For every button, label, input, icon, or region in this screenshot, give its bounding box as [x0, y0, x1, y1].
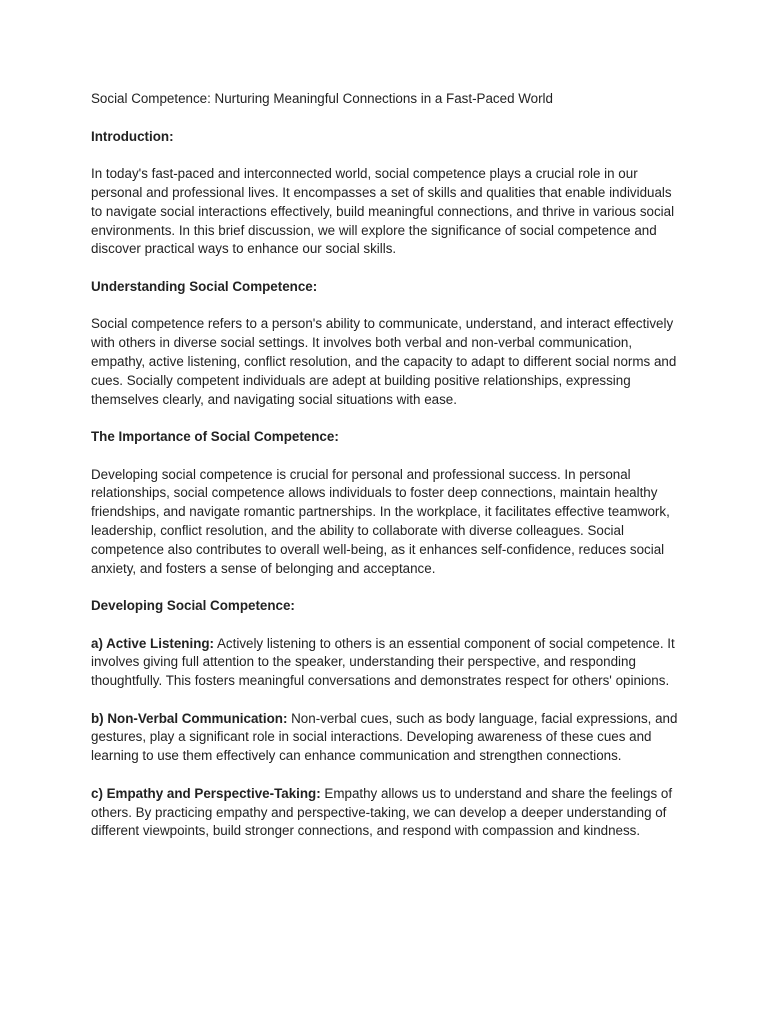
document-title: Social Competence: Nurturing Meaningful Connections in a Fast-Paced World — [91, 91, 553, 106]
introduction-heading: Introduction: — [91, 128, 174, 144]
active-listening-label: a) Active Listening: — [91, 635, 215, 651]
empathy-text: Empathy allows us to understand and share the feelings of others. By practicing empathy and perspective-taking, we can develop a deeper understanding of different viewpoints, build stronger connections, and respond with compassion and kindness. — [91, 785, 673, 839]
empathy-label: c) Empathy and Perspective-Taking: — [91, 785, 321, 801]
document-page — [91, 90, 681, 860]
introduction-paragraph: In today's fast-paced and interconnected world, social competence plays a crucial role in our personal and professional lives. It encompasses a set of skills and qualities that enable individuals to navigate social interactions effectively, build meaningful connections, and thrive in various social environments. In this brief discussion, we will explore the significance of social competence and discover practical ways to enhance our social skills. — [91, 166, 675, 257]
developing-heading: Developing Social Competence: — [91, 598, 295, 614]
non-verbal-communication-label: b) Non-Verbal Communication: — [91, 710, 288, 726]
non-verbal-communication-text: Non-verbal cues, such as body language, facial expressions, and gestures, play a significant role in social interactions. Developing awareness of these cues and learning to use them effectively can enhance communication and strengthen connections. — [91, 710, 678, 764]
non-verbal-communication-item — [91, 710, 681, 766]
importance-heading: The Importance of Social Competence: — [91, 429, 339, 445]
active-listening-item — [91, 635, 681, 691]
understanding-paragraph: Social competence refers to a person's ability to communicate, understand, and interact effectively with others in diverse social settings. It involves both verbal and non-verbal communication, empathy, active listening, conflict resolution, and the capacity to adapt to different social norms and cues. Socially competent individuals are adept at building positive relationships, expressing themselves clearly, and navigating social situations with ease. — [91, 316, 677, 407]
understanding-heading: Understanding Social Competence: — [91, 278, 318, 294]
active-listening-text: Actively listening to others is an essential component of social competence. It involves giving full attention to the speaker, understanding their perspective, and responding thoughtfully. This fosters meaningful conversations and demonstrates respect for others' opinions. — [91, 635, 675, 689]
empathy-item — [91, 785, 681, 841]
importance-paragraph: Developing social competence is crucial for personal and professional success. In personal relationships, social competence allows individuals to foster deep connections, maintain healthy friendships, and navigate romantic partnerships. In the workplace, it facilitates effective teamwork, leadership, conflict resolution, and the ability to collaborate with diverse colleagues. Social competence also contributes to overall well-being, as it enhances self-confidence, reduces social anxiety, and fosters a sense of belonging and acceptance. — [91, 466, 670, 576]
